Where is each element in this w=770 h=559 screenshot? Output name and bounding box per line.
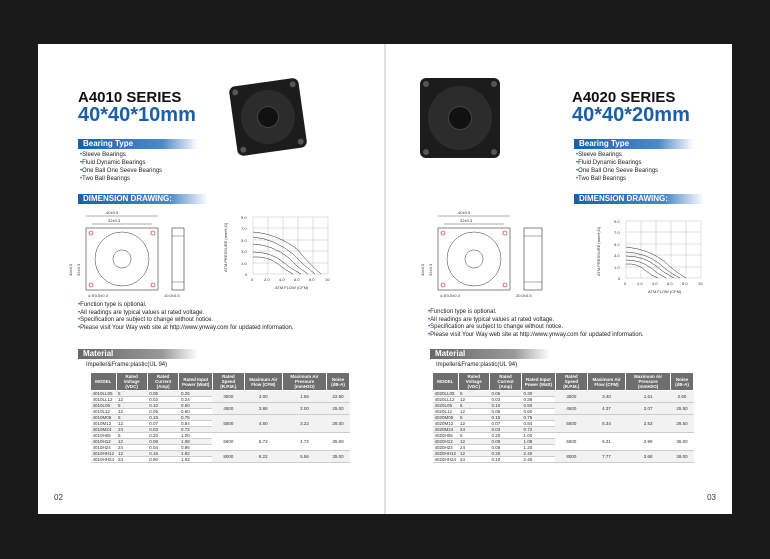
- graph-y-label: ATM.PRESSURE (mmH₂O): [223, 222, 228, 272]
- fan-photo: [228, 77, 307, 156]
- table-cell: 0.09: [489, 439, 521, 445]
- x-tick: 0: [624, 281, 627, 286]
- table-cell: 0.60: [179, 409, 212, 415]
- table-cell: 0.50: [521, 403, 555, 409]
- bearing-item: • Fluid Dynamic Bearings: [80, 159, 162, 167]
- table-cell: 12: [458, 439, 489, 445]
- table-cell: 12: [116, 409, 147, 415]
- bearing-item: • Sleeve Bearings: [576, 151, 658, 159]
- col-header: Rated Current (Amp): [147, 373, 179, 391]
- x-tick: 4.0: [652, 281, 658, 286]
- y-tick: 0: [245, 272, 248, 277]
- table-cell: 0.10: [489, 403, 521, 409]
- table-cell: 0.36: [521, 397, 555, 403]
- table-cell: 4020H12: [433, 439, 459, 445]
- table-cell: 4010M24: [91, 427, 117, 433]
- x-tick: 6.0: [667, 281, 673, 286]
- table-cell: 4010L12: [91, 409, 117, 415]
- table-cell: 0.75: [179, 415, 212, 421]
- table-cell: 0.06: [489, 391, 521, 397]
- table-cell: 2.40: [521, 451, 555, 457]
- table-cell: 0.09: [147, 439, 179, 445]
- table-cell: 4020M12: [433, 421, 459, 427]
- dim-inner: 32±0.3: [460, 218, 473, 223]
- table-cell: 5500: [555, 415, 587, 433]
- x-tick: 10: [698, 281, 703, 286]
- table-cell: 4020H05: [433, 433, 459, 439]
- table-cell: 4020M24: [433, 427, 459, 433]
- table-cell: 2.50: [670, 391, 693, 403]
- table-cell: 12: [116, 451, 147, 457]
- col-header: Rated Voltage (VDC): [116, 373, 147, 391]
- table-cell: 4010HH24: [92, 457, 115, 462]
- table-header-row: [91, 373, 350, 391]
- table-cell: 39.00: [670, 451, 693, 463]
- note-item: • Function type is optional.: [78, 302, 294, 310]
- table-cell: 0.10: [489, 457, 521, 463]
- note-item: • All readings are typical values at rated voltage.: [78, 310, 294, 318]
- table-cell: 4010LL12: [91, 397, 117, 403]
- col-header: MODEL: [91, 373, 117, 391]
- table-cell: 0.03: [147, 427, 179, 433]
- table-cell: 4010H05: [91, 433, 117, 439]
- graph-x-label: ATM.FLOW (CFM): [275, 285, 309, 290]
- table-cell: 4.37: [587, 403, 625, 415]
- table-cell: 0.05: [147, 409, 179, 415]
- dim-hole: 4-Ф3.5±0.3: [88, 293, 108, 298]
- table-cell: 4020M05: [433, 415, 459, 421]
- table-cell: 1.20: [521, 445, 555, 451]
- col-header: Noise (dB-A): [327, 373, 350, 391]
- table-cell: 5.72: [244, 433, 282, 451]
- col-header: Maximum Air Pressure (mmH2O): [626, 373, 671, 391]
- col-header: Rated Input Power (Watt): [521, 373, 555, 391]
- table-cell: 0.07: [489, 421, 521, 427]
- note-item: • All readings are typical values at rated voltage.: [428, 317, 644, 325]
- table-cell: 0.96: [179, 445, 212, 451]
- table-cell: 4010H24: [91, 445, 117, 451]
- note-item: • Specification are subject to change without notice.: [428, 324, 644, 332]
- table-cell: 4500: [555, 403, 587, 415]
- table-cell: 5: [458, 403, 489, 409]
- table-cell: 28.50: [670, 415, 693, 433]
- bearing-item: • Sleeve Bearings: [80, 151, 162, 159]
- table-cell: 4020HH12: [434, 451, 457, 456]
- y-tick: 5.0: [614, 242, 620, 247]
- dim-outer: 40±0.5: [458, 210, 471, 215]
- x-tick: 6.0: [294, 277, 300, 282]
- dimension-drawing: [68, 206, 198, 298]
- dimension-drawing: [420, 206, 560, 298]
- table-cell: 22.50: [327, 391, 350, 403]
- table-cell: 5500: [212, 415, 244, 433]
- material-text: Impeller&Frame:plastic(UL 94): [436, 362, 518, 368]
- table-cell: 3.40: [587, 391, 625, 403]
- table-cell: 0.05: [489, 409, 521, 415]
- table-cell: 5: [116, 403, 147, 409]
- bearing-item: • Fluid Dynamic Bearings: [576, 159, 658, 167]
- table-cell: 12: [458, 451, 489, 457]
- series-title: A4010 SERIES: [78, 89, 182, 106]
- table-cell: 0.05: [489, 445, 521, 451]
- table-cell: 0.80: [147, 457, 179, 463]
- pq-graph: [223, 212, 353, 292]
- material-header: Material: [430, 349, 550, 359]
- table-cell: 3.00: [244, 391, 282, 403]
- table-cell: 4010M12: [91, 421, 117, 427]
- size-title: 40*40*10mm: [78, 104, 196, 126]
- table-cell: 0.03: [489, 397, 521, 403]
- col-header: Rated Speed (R.P.M.): [555, 373, 587, 391]
- note-item: • Please visit Your Way web site at http://www.ynway.com for updated information.: [78, 325, 294, 333]
- table-cell: 4010L05: [91, 403, 117, 409]
- table-cell: 0.75: [521, 415, 555, 421]
- bearing-item: • Two Ball Bearings: [576, 175, 658, 183]
- col-header: Rated Current (Amp): [489, 373, 521, 391]
- spec-table: [432, 372, 694, 463]
- table-cell: 12: [458, 409, 489, 415]
- table-cell: 4.72: [282, 433, 326, 451]
- x-tick: 2.0: [264, 277, 270, 282]
- table-cell: 5: [116, 433, 147, 439]
- notes-list: [428, 309, 644, 339]
- col-header: Rated Speed (R.P.M.): [212, 373, 244, 391]
- table-cell: 0.72: [179, 427, 212, 433]
- table-cell: 24: [116, 445, 147, 451]
- x-tick: 4.0: [279, 277, 285, 282]
- table-cell: 25.00: [327, 403, 350, 415]
- table-cell: 1.92: [179, 451, 212, 457]
- y-tick: 1.0: [241, 261, 247, 266]
- dimension-header: DIMENSION DRAWING:: [574, 194, 704, 204]
- page-number: 02: [54, 493, 63, 502]
- table-cell: 6500: [555, 433, 587, 451]
- table-cell: 2.53: [626, 415, 671, 433]
- table-cell: 1.00: [521, 433, 555, 439]
- table-cell: 2.07: [626, 403, 671, 415]
- table-cell: 4.60: [244, 415, 282, 433]
- bearing-type-header: Bearing Type: [78, 139, 198, 149]
- right-page: [386, 44, 732, 514]
- table-cell: 4010LL05: [91, 391, 117, 397]
- dim-outer: 40±0.5: [106, 210, 119, 215]
- table-cell: 5.34: [587, 415, 625, 433]
- table-cell: 24: [458, 457, 489, 463]
- dim-depth: 10.0±0.5: [164, 293, 180, 298]
- table-cell: 0.50: [179, 403, 212, 409]
- table-cell: 4500: [212, 403, 244, 415]
- table-cell: 4010HH12: [92, 451, 115, 456]
- table-cell: 0.20: [489, 433, 521, 439]
- table-cell: 0.84: [521, 421, 555, 427]
- table-cell: 3.68: [626, 451, 671, 463]
- table-cell: 35.00: [327, 451, 350, 463]
- col-header: Maximum Air Flow (CFM): [244, 373, 282, 391]
- table-cell: 5.56: [282, 451, 326, 463]
- material-text: Impeller&Frame:plastic(UL 94): [86, 362, 168, 368]
- table-cell: 4020L12: [433, 409, 459, 415]
- table-cell: 0.20: [489, 451, 521, 457]
- table-cell: 4020LL12: [433, 397, 459, 403]
- table-cell: 0.07: [147, 421, 179, 427]
- x-tick: 2.0: [637, 281, 643, 286]
- col-header: Rated Input Power (Watt): [179, 373, 212, 391]
- table-cell: 0.15: [489, 415, 521, 421]
- table-cell: 0.60: [521, 409, 555, 415]
- pq-graph: [596, 216, 726, 296]
- y-tick: 7.0: [614, 230, 620, 235]
- table-cell: 1.61: [626, 391, 671, 403]
- table-cell: 24: [116, 427, 147, 433]
- table-cell: 6.31: [587, 433, 625, 451]
- table-cell: 3500: [212, 391, 244, 403]
- x-tick: 8.0: [682, 281, 688, 286]
- size-title: 40*40*20mm: [572, 104, 690, 126]
- table-cell: 24: [458, 427, 489, 433]
- col-header: MODEL: [433, 373, 459, 391]
- material-header: Material: [78, 349, 198, 359]
- x-tick: 10: [325, 277, 330, 282]
- table-cell: 1.92: [179, 457, 212, 463]
- table-cell: 0.05: [147, 391, 179, 397]
- table-cell: 2.99: [626, 433, 671, 451]
- page-number: 03: [707, 493, 716, 502]
- table-cell: 0.20: [147, 433, 179, 439]
- table-cell: 2.00: [282, 403, 326, 415]
- table-cell: 25.50: [670, 403, 693, 415]
- dim-side2: 32±0.3: [76, 263, 81, 276]
- notes-list: [78, 302, 294, 332]
- y-tick: 9.0: [614, 219, 620, 224]
- table-cell: 5: [458, 433, 489, 439]
- table-cell: 1.00: [179, 433, 212, 439]
- graph-y-label: ATM.PRESSURE (mmH₂O): [596, 226, 601, 276]
- table-cell: 12: [458, 397, 489, 403]
- table-cell: 0.03: [489, 427, 521, 433]
- table-cell: 4020HH24: [434, 457, 457, 462]
- dim-side2: 32±0.3: [428, 263, 433, 276]
- y-tick: 3.0: [241, 249, 247, 254]
- table-cell: 36.00: [670, 433, 693, 451]
- table-cell: 8000: [555, 451, 587, 463]
- table-cell: 12: [458, 421, 489, 427]
- table-cell: 12: [116, 439, 147, 445]
- bearing-item: • One Ball One Seeve Bearings: [576, 167, 658, 175]
- table-cell: 0.25: [179, 391, 212, 397]
- y-tick: 1.0: [614, 265, 620, 270]
- table-cell: 0.84: [179, 421, 212, 427]
- table-cell: 0.10: [147, 403, 179, 409]
- dim-inner: 32±0.3: [108, 218, 121, 223]
- table-cell: 1.08: [521, 439, 555, 445]
- fan-photo: [420, 78, 500, 158]
- table-cell: 4020LL05: [433, 391, 459, 397]
- bearing-item: • One Ball One Seeve Bearings: [80, 167, 162, 175]
- col-header: Maximum Air Pressure (mmH2O): [282, 373, 326, 391]
- table-cell: 3500: [555, 391, 587, 403]
- y-tick: 0: [618, 276, 621, 281]
- dimension-header: DIMENSION DRAWING:: [78, 194, 208, 204]
- table-cell: 1.08: [179, 439, 212, 445]
- table-cell: 12: [116, 421, 147, 427]
- dim-depth: 20.0±0.5: [516, 293, 532, 298]
- table-cell: 4010M05: [91, 415, 117, 421]
- dim-side1: 40±0.5: [420, 263, 425, 276]
- table-cell: 4020H24: [433, 445, 459, 451]
- graph-x-label: ATM.FLOW (CFM): [648, 289, 682, 294]
- note-item: • Specification are subject to change without notice.: [78, 317, 294, 325]
- table-cell: 24: [458, 445, 489, 451]
- table-cell: 0.30: [521, 391, 555, 397]
- table-cell: 8.22: [244, 451, 282, 463]
- col-header: Rated Voltage (VDC): [458, 373, 489, 391]
- table-cell: 4020L05: [433, 403, 459, 409]
- bearing-list: [80, 151, 162, 183]
- table-cell: 5: [116, 391, 147, 397]
- table-header-row: [433, 373, 694, 391]
- bearing-item: • Two Ball Bearings: [80, 175, 162, 183]
- note-item: • Please visit Your Way web site at http://www.ynway.com for updated information.: [428, 332, 644, 340]
- bearing-type-header: Bearing Type: [574, 139, 694, 149]
- table-cell: 4010H12: [91, 439, 117, 445]
- col-header: Noise (dB-A): [670, 373, 693, 391]
- dim-hole: 4-Ф3.5±0.3: [440, 293, 460, 298]
- table-cell: 3.88: [244, 403, 282, 415]
- table-cell: 12: [116, 397, 147, 403]
- table-cell: 0.04: [147, 445, 179, 451]
- y-tick: 9.0: [241, 215, 247, 220]
- table-cell: 35.00: [327, 433, 350, 451]
- table-cell: 0.02: [147, 397, 179, 403]
- table-cell: 5: [458, 391, 489, 397]
- y-tick: 5.0: [241, 238, 247, 243]
- note-item: • Function type is optional.: [428, 309, 644, 317]
- left-page: [38, 44, 384, 514]
- table-cell: 1.56: [282, 391, 326, 403]
- table-cell: 0.24: [179, 397, 212, 403]
- table-cell: 0.15: [147, 415, 179, 421]
- bearing-list: [576, 151, 658, 183]
- table-cell: 5: [458, 415, 489, 421]
- table-cell: 5: [116, 415, 147, 421]
- dim-side1: 40±0.5: [68, 263, 73, 276]
- table-cell: 8000: [212, 451, 244, 463]
- x-tick: 0: [251, 277, 254, 282]
- table-cell: 2.40: [521, 457, 555, 463]
- table-cell: 0.72: [521, 427, 555, 433]
- col-header: Maximum Air Flow (CFM): [587, 373, 625, 391]
- y-tick: 3.0: [614, 253, 620, 258]
- table-cell: 3.22: [282, 415, 326, 433]
- spec-table: [90, 372, 350, 463]
- table-cell: 7.77: [587, 451, 625, 463]
- table-cell: 0.16: [147, 451, 179, 457]
- table-cell: 28.00: [327, 415, 350, 433]
- series-title: A4020 SERIES: [572, 89, 676, 106]
- y-tick: 7.0: [241, 226, 247, 231]
- table-cell: 6600: [212, 433, 244, 451]
- x-tick: 8.0: [309, 277, 315, 282]
- table-cell: 24: [116, 457, 147, 463]
